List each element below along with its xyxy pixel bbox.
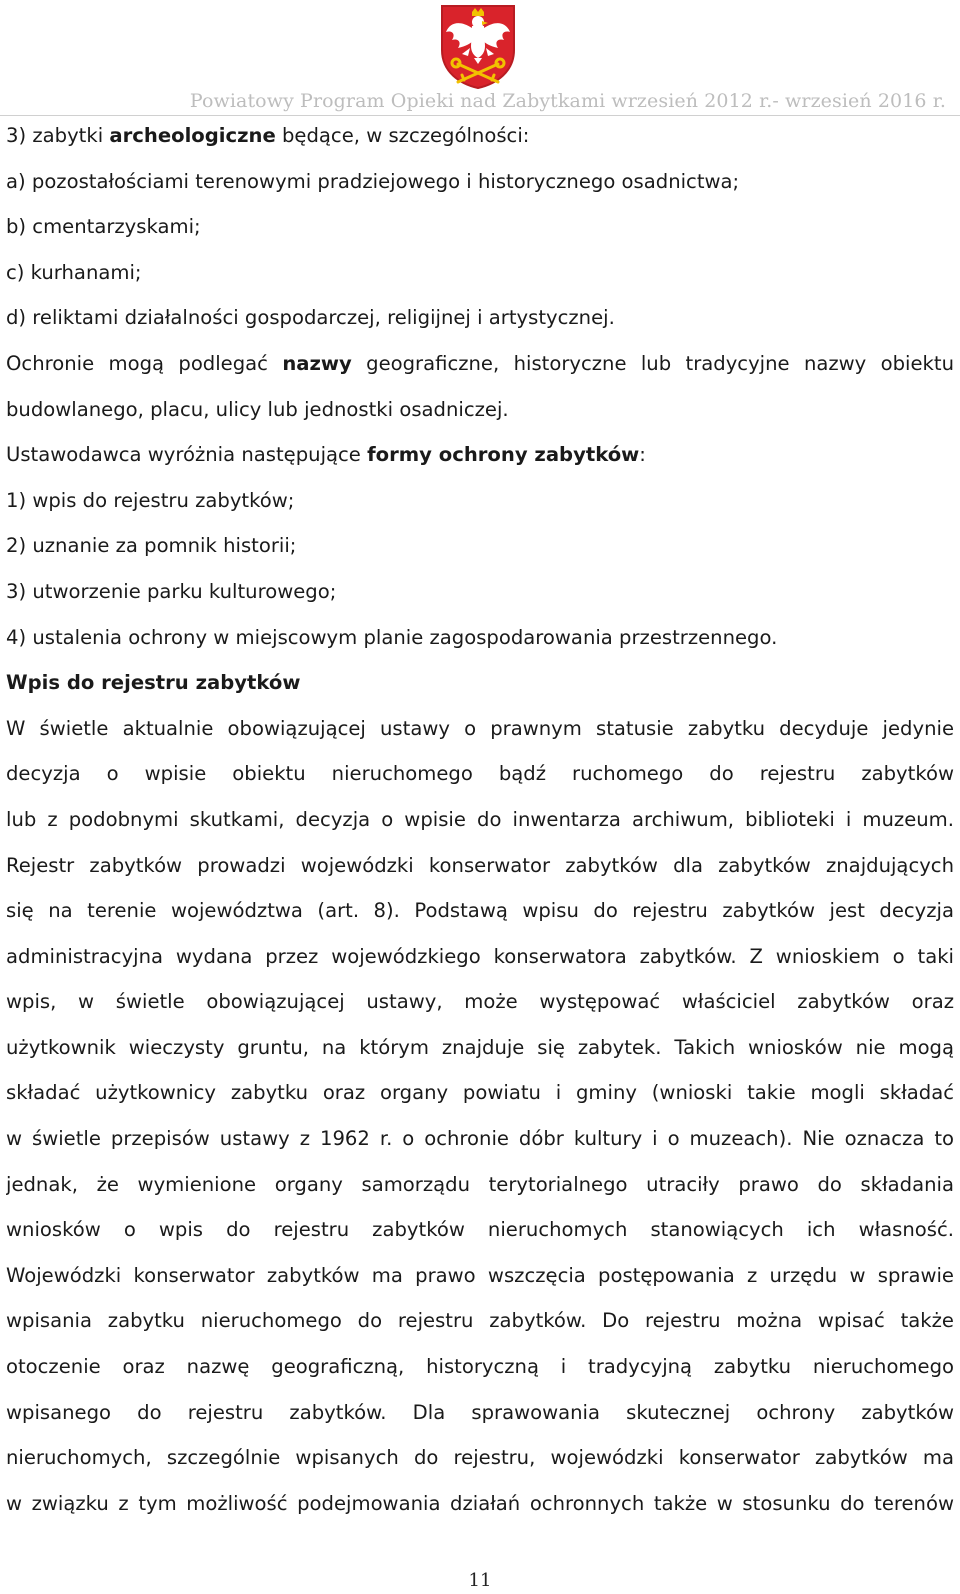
- document-body: [6, 113, 954, 1526]
- text-line: wpisanego do rejestru zabytków. Dla sprawowania skutecznej ochrony zabytków: [6, 1400, 954, 1424]
- text-line: W świetle aktualnie obowiązującej ustawy o prawnym statusie zabytku decyduje jedynie: [6, 716, 954, 740]
- text-line: w świetle przepisów ustawy z 1962 r. o ochronie dóbr kultury i o muzeach). Nie oznacza to: [6, 1127, 954, 1151]
- page-header: [0, 0, 960, 118]
- text-line: w związku z tym możliwość podejmowania działań ochronnych także w stosunku do terenów: [6, 1491, 954, 1515]
- text-line: Ustawodawca wyróżnia następujące formy ochrony zabytków:: [6, 443, 646, 467]
- text-line: jednak, że wymienione organy samorządu terytorialnego utraciły prawo do składania: [6, 1172, 954, 1196]
- text-line: wniosków o wpis do rejestru zabytków nieruchomych stanowiących ich własność.: [6, 1218, 954, 1242]
- page-number: 11: [468, 1570, 492, 1591]
- list-item: 1) wpis do rejestru zabytków;: [6, 488, 295, 512]
- section-heading: Wpis do rejestru zabytków: [6, 671, 301, 695]
- bold-term: nazwy: [282, 351, 352, 375]
- text-line: Ochronie mogą podlegać nazwy geograficzne, historyczne lub tradycyjne nazwy obiektu: [6, 351, 954, 375]
- list-item: 2) uznanie za pomnik historii;: [6, 534, 297, 558]
- list-item: b) cmentarzyskami;: [6, 215, 201, 239]
- header-title: Powiatowy Program Opieki nad Zabytkami wrzesień 2012 r.- wrzesień 2016 r.: [189, 90, 946, 112]
- text-line: decyzja o wpisie obiektu nieruchomego bądź ruchomego do rejestru zabytków: [6, 762, 954, 786]
- text-line: wpis, w świetle obowiązującej ustawy, może występować właściciel zabytków oraz: [6, 990, 954, 1014]
- text-line: administracyjna wydana przez wojewódzkiego konserwatora zabytków. Z wnioskiem o taki: [6, 944, 954, 968]
- text-line: budowlanego, placu, ulicy lub jednostki osadniczej.: [6, 397, 509, 421]
- list-item: d) reliktami działalności gospodarczej, religijnej i artystycznej.: [6, 306, 615, 330]
- text-line: Rejestr zabytków prowadzi wojewódzki konserwator zabytków dla zabytków znajdujących: [6, 853, 954, 877]
- text-line: się na terenie województwa (art. 8). Podstawą wpisu do rejestru zabytków jest decyzja: [6, 899, 954, 923]
- bold-term: archeologiczne: [109, 124, 276, 147]
- text-line: nieruchomych, szczególnie wpisanych do rejestru, wojewódzki konserwator zabytków ma: [6, 1446, 954, 1470]
- text-line: użytkownik wieczysty gruntu, na którym znajduje się zabytek. Takich wniosków nie mogą: [6, 1035, 954, 1059]
- list-item: 3) utworzenie parku kulturowego;: [6, 579, 337, 603]
- list-item: 4) ustalenia ochrony w miejscowym planie zagospodarowania przestrzennego.: [6, 625, 778, 649]
- bold-term: formy ochrony zabytków: [367, 443, 640, 467]
- coat-of-arms-icon: [438, 2, 518, 90]
- text-line: otoczenie oraz nazwę geograficzną, historyczną i tradycyjną zabytku nieruchomego: [6, 1355, 954, 1379]
- text-line: składać użytkownicy zabytku oraz organy powiatu i gminy (wnioski takie mogli składać: [6, 1081, 954, 1105]
- list-item: c) kurhanami;: [6, 260, 142, 284]
- text-line: wpisania zabytku nieruchomego do rejestru zabytków. Do rejestru można wpisać także: [6, 1309, 954, 1333]
- text-line: 3) zabytki archeologiczne będące, w szczególności:: [6, 124, 530, 147]
- text-line: Wojewódzki konserwator zabytków ma prawo wszczęcia postępowania z urzędu w sprawie: [6, 1263, 954, 1287]
- text-line: lub z podobnymi skutkami, decyzja o wpisie do inwentarza archiwum, biblioteki i muzeum.: [6, 807, 954, 831]
- list-item: a) pozostałościami terenowymi pradziejowego i historycznego osadnictwa;: [6, 169, 740, 193]
